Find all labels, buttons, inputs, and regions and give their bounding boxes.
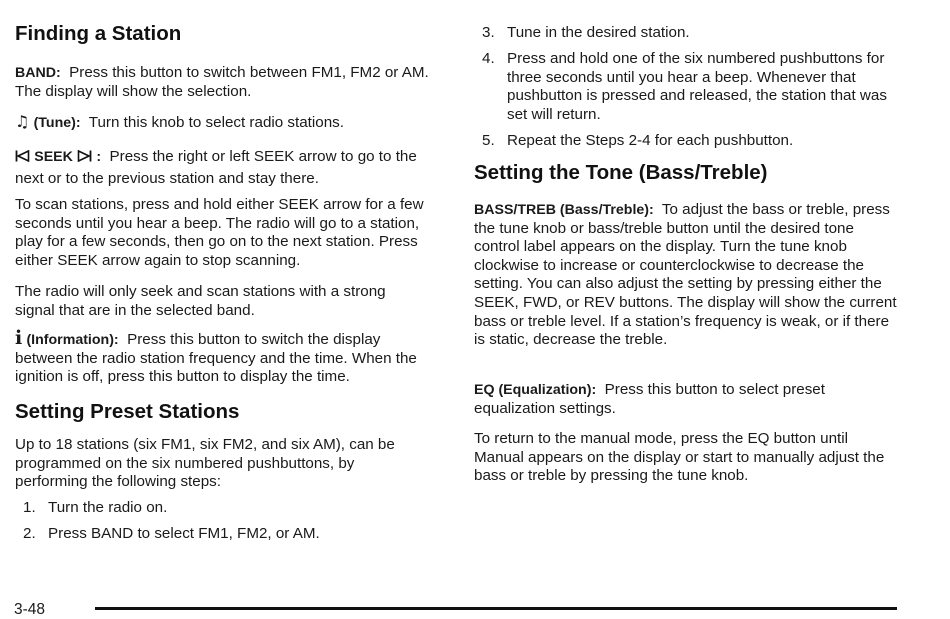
basstreb-text: To adjust the bass or treble, press the tune knob or bass/treble button until the desired tone control label appears on the display. Turn the tune knob clockwise to increase or counterclockwise to decrease the setting. You can also adjust the setting by pressing either the SEEK, FWD, or REV buttons. The display will show the current bass or treble level. If a station’s frequency is weak, or if there is static, decrease the treble. <box>474 201 897 349</box>
list-item <box>23 499 443 518</box>
tune-label: (Tune): <box>33 115 81 131</box>
list-item <box>23 525 443 544</box>
manual-mode-paragraph: To return to the manual mode, press the EQ button until Manual appears on the display or start to manually adjust the bass or treble by pressing the tune knob. <box>474 430 885 485</box>
seek-scan-paragraph: The radio will only seek and scan stations with a strong signal that are in the selected band. <box>15 283 386 319</box>
eq-paragraph <box>474 381 899 418</box>
step-number: 3. <box>482 24 495 41</box>
info-paragraph <box>15 327 440 387</box>
seek-paragraph <box>15 147 440 189</box>
seek-forward-icon <box>77 148 92 169</box>
step-number: 5. <box>482 132 495 149</box>
music-note-icon: ♫ <box>15 112 30 131</box>
eq-text: Press this button to select preset equalization settings. <box>474 381 825 417</box>
heading-finding-a-station: Finding a Station <box>15 22 182 45</box>
list-item <box>482 132 902 151</box>
step-text: Press BAND to select FM1, FM2, or AM. <box>48 525 320 542</box>
page-number: 3-48 <box>14 601 46 618</box>
footer-rule <box>95 607 897 610</box>
step-number: 4. <box>482 50 495 67</box>
seek-text: Press the right or left SEEK arrow to go to the next or to the previous station and stay there. <box>15 148 417 187</box>
band-label: BAND: <box>15 65 61 81</box>
step-text: Tune in the desired station. <box>507 24 690 41</box>
step-number: 2. <box>23 525 36 542</box>
step-text: Turn the radio on. <box>48 499 168 516</box>
list-item <box>482 24 902 43</box>
seek-back-icon <box>15 148 30 169</box>
step-text: Repeat the Steps 2-4 for each pushbutton. <box>507 132 794 149</box>
info-icon: i <box>15 327 23 349</box>
heading-setting-preset-stations: Setting Preset Stations <box>15 400 240 423</box>
tune-text: Turn this knob to select radio stations. <box>88 114 344 131</box>
info-label: (Information): <box>26 332 119 348</box>
tune-paragraph <box>15 113 440 133</box>
heading-setting-the-tone: Setting the Tone (Bass/Treble) <box>474 161 768 184</box>
eq-label: EQ (Equalization): <box>474 382 597 398</box>
basstreb-paragraph <box>474 201 899 350</box>
info-text: Press this button to switch the display between the radio station frequency and the time. When the ignition is off, press this button to display the time. <box>15 331 417 386</box>
list-item <box>482 50 892 124</box>
seek-label: SEEK <box>34 149 73 165</box>
seek-colon: : <box>96 149 102 165</box>
basstreb-label: BASS/TREB (Bass/Treble): <box>474 202 654 218</box>
step-text: Press and hold one of the six numbered pushbuttons for three seconds until you hear a beep. Whenever that pushbutton is pressed and released, the station that was set will return. <box>507 50 887 123</box>
preset-intro-paragraph: Up to 18 stations (six FM1, six FM2, and six AM), can be programmed on the six numbered pushbuttons, by performing the following steps: <box>15 436 395 491</box>
band-text: Press this button to switch between FM1, FM2 or AM. The display will show the selection. <box>15 64 429 100</box>
scan-paragraph: To scan stations, press and hold either SEEK arrow for a few seconds until you hear a beep. The radio will go to a station, play for a few seconds, then go on to the next station. Press either SEEK arrow again to stop scanning. <box>15 196 424 269</box>
step-number: 1. <box>23 499 36 516</box>
band-paragraph <box>15 64 440 101</box>
